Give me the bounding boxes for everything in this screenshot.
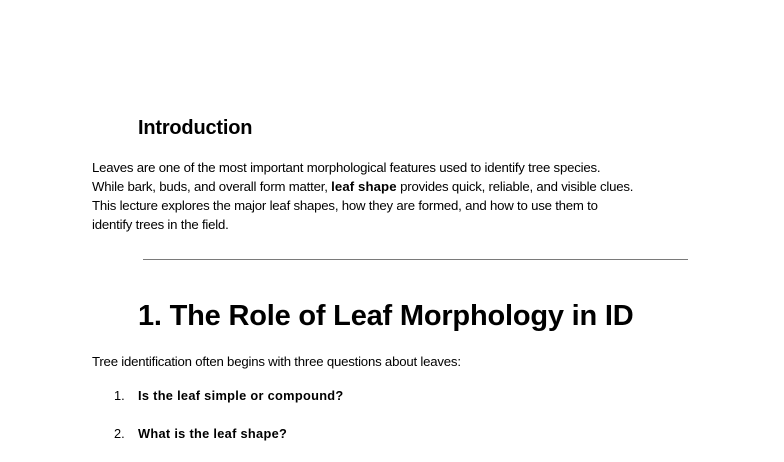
intro-line-2-end: provides quick, reliable, and visible clues. [396,179,634,194]
introduction-paragraph [92,158,702,234]
section-divider [143,259,688,260]
leaf-shape-emphasis: leaf shape [331,179,397,194]
list-item [114,386,344,424]
list-item-text: Is the leaf simple or compound? [138,388,344,403]
intro-line-1: Leaves are one of the most important morphological features used to identify tree species. [92,160,601,175]
intro-line-3: This lecture explores the major leaf shapes, how they are formed, and how to use them to [92,198,598,213]
list-item [114,424,344,462]
list-item-text: What is the leaf shape? [138,426,288,441]
intro-line-2 [92,177,702,196]
list-item-number: 1. [114,388,125,403]
introduction-heading: Introduction [138,117,253,139]
section-1-heading: 1. The Role of Leaf Morphology in ID [138,300,634,332]
intro-line-2-start: While bark, buds, and overall form matter, [92,179,332,194]
intro-line-4: identify trees in the field. [92,217,229,232]
questions-list [114,386,344,462]
list-item-number: 2. [114,426,125,441]
section-1-lead: Tree identification often begins with three questions about leaves: [92,354,461,369]
